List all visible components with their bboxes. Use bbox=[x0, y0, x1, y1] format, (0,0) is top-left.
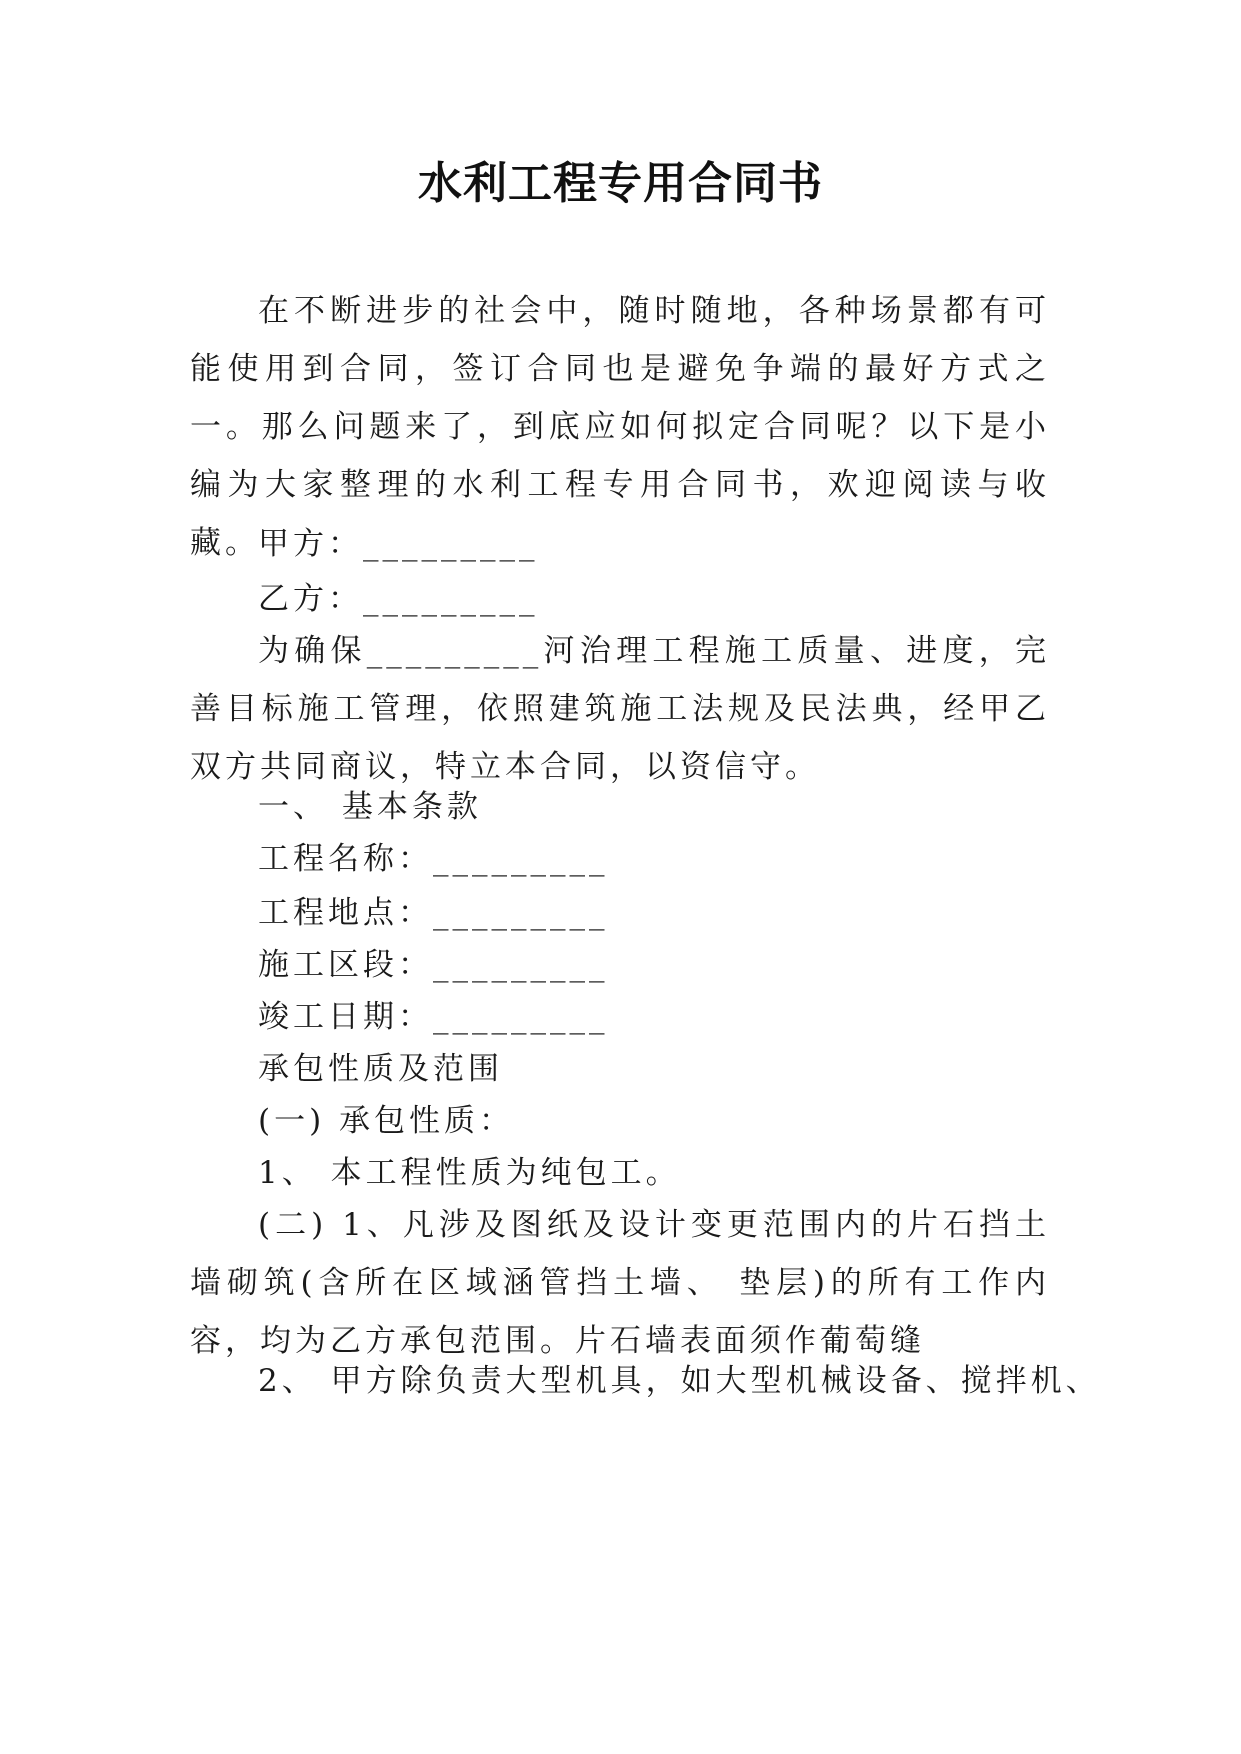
construction-section-line: 施工区段：_________ bbox=[258, 947, 609, 983]
section-one-heading: 一、 基本条款 bbox=[258, 789, 482, 825]
scope-heading: 承包性质及范围 bbox=[258, 1051, 503, 1087]
document-title: 水利工程专用合同书 bbox=[418, 158, 823, 209]
party-b-line: 乙方：_________ bbox=[258, 581, 539, 617]
project-name-line: 工程名称：_________ bbox=[258, 841, 609, 877]
completion-date-line: 竣工日期：_________ bbox=[258, 999, 609, 1035]
sub-one-heading: (一) 承包性质： bbox=[258, 1103, 515, 1139]
item-one-line: 1、 本工程性质为纯包工。 bbox=[258, 1155, 681, 1191]
project-location-line: 工程地点：_________ bbox=[258, 895, 609, 931]
party-a-line: 甲方：_________ bbox=[258, 526, 539, 562]
purpose-paragraph: 为确保_________河治理工程施工质量、进度，完善目标施工管理，依照建筑施工法规及民法典，经甲乙双方共同商议，特立本合同，以资信守。 bbox=[190, 633, 1050, 785]
item-two-line: 2、 甲方除负责大型机具，如大型机械设备、搅拌机、 bbox=[258, 1363, 1101, 1399]
intro-paragraph: 在不断进步的社会中，随时随地，各种场景都有可能使用到合同，签订合同也是避免争端的最好方式之一。那么问题来了，到底应如何拟定合同呢？以下是小编为大家整理的水利工程专用合同书，欢迎阅读与收藏。 bbox=[190, 293, 1050, 561]
sub-two-paragraph: (二) 1、凡涉及图纸及设计变更范围内的片石挡土墙砌筑(含所在区域涵管挡土墙、 垫层)的所有工作内容，均为乙方承包范围。片石墙表面须作葡萄缝 bbox=[190, 1207, 1050, 1359]
